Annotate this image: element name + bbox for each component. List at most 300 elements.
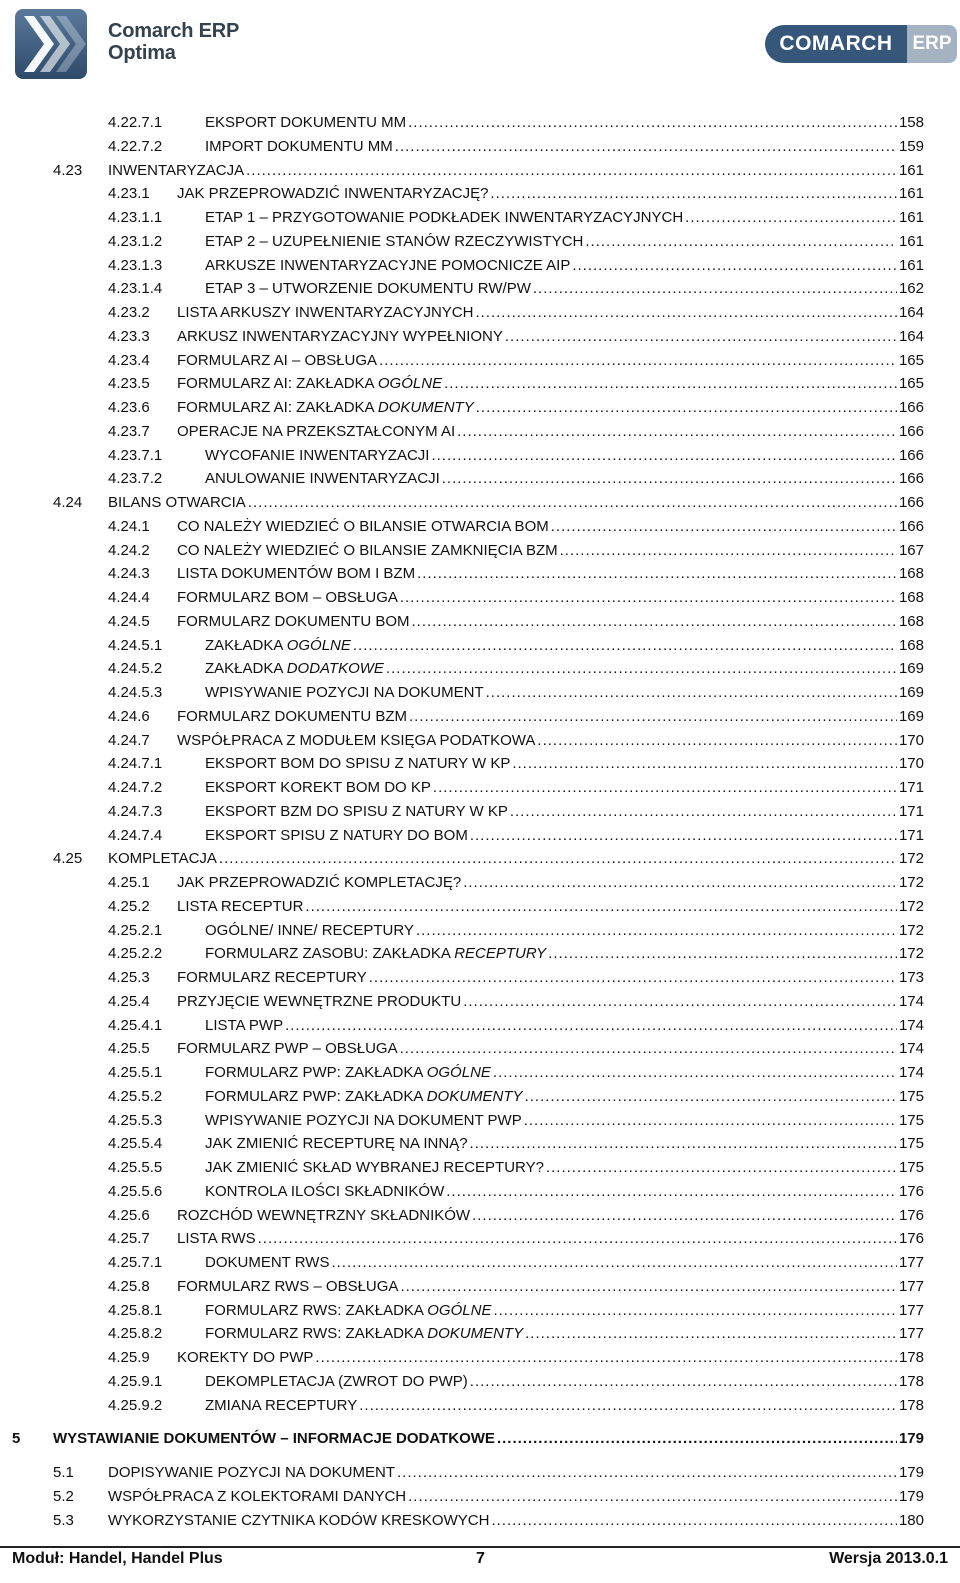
toc-entry-page: 176 bbox=[898, 1230, 924, 1248]
toc-entry[interactable] bbox=[108, 871, 924, 895]
toc-entry[interactable] bbox=[108, 919, 924, 943]
toc-entry-line bbox=[205, 1085, 924, 1109]
toc-entry-number: 4.23.1.1 bbox=[108, 209, 163, 226]
toc-entry[interactable] bbox=[108, 1037, 924, 1061]
toc-entry-line bbox=[177, 966, 924, 990]
toc-entry[interactable] bbox=[108, 1299, 924, 1323]
toc-entry-title bbox=[205, 467, 442, 491]
toc-dot-leader bbox=[409, 705, 897, 729]
toc-entry-title bbox=[177, 301, 475, 325]
toc-entry-page: 166 bbox=[898, 399, 924, 416]
toc-entry-title-text: LISTA RWS bbox=[177, 1230, 256, 1248]
toc-entry-page: 175 bbox=[898, 1135, 924, 1153]
toc-entry-title bbox=[177, 1227, 258, 1251]
toc-entry-title bbox=[108, 1461, 397, 1485]
toc-entry-line bbox=[177, 539, 924, 563]
toc-entry-title bbox=[177, 372, 444, 396]
toc-entry-page: 161 bbox=[898, 256, 924, 274]
toc-entry-number: 4.24.7.3 bbox=[108, 802, 163, 820]
toc-entry-number: 4.25.5.4 bbox=[108, 1135, 163, 1153]
toc-entry-title bbox=[177, 871, 463, 895]
toc-dot-leader bbox=[463, 871, 897, 895]
toc-entry[interactable] bbox=[53, 491, 924, 515]
toc-entry[interactable] bbox=[108, 396, 924, 420]
toc-entry[interactable] bbox=[108, 1132, 924, 1156]
toc-entry-title-text: FORMULARZ PWP – OBSŁUGA bbox=[177, 1040, 398, 1058]
toc-entry[interactable] bbox=[108, 752, 924, 776]
toc-entry-title-emphasis: OGÓLNE bbox=[427, 1301, 492, 1319]
toc-entry[interactable] bbox=[53, 1461, 924, 1485]
toc-entry[interactable] bbox=[12, 1427, 924, 1451]
toc-entry-number: 4.23 bbox=[53, 161, 83, 179]
toc-entry-line bbox=[205, 206, 924, 230]
toc-entry-title-text: BILANS OTWARCIA bbox=[108, 494, 246, 511]
toc-entry-number: 4.24 bbox=[53, 494, 83, 511]
toc-entry[interactable] bbox=[108, 111, 924, 135]
toc-dot-leader bbox=[305, 895, 897, 919]
toc-entry[interactable] bbox=[108, 1346, 924, 1370]
toc-entry[interactable] bbox=[108, 800, 924, 824]
toc-dot-leader bbox=[548, 942, 897, 966]
toc-entry-page: 172 bbox=[898, 921, 924, 939]
toc-entry-title bbox=[205, 752, 512, 776]
toc-entry-title-text: FORMULARZ RWS – OBSŁUGA bbox=[177, 1277, 399, 1295]
toc-entry[interactable] bbox=[108, 230, 924, 254]
toc-dot-leader bbox=[585, 230, 897, 254]
toc-dot-leader bbox=[408, 1485, 897, 1509]
page-header bbox=[0, 0, 960, 92]
toc-dot-leader bbox=[457, 420, 897, 444]
toc-entry-number: 4.25.1 bbox=[108, 874, 150, 891]
toc-entry-number: 4.25.9.2 bbox=[108, 1396, 163, 1414]
toc-entry-title bbox=[177, 182, 490, 206]
toc-entry-page: 175 bbox=[898, 1111, 924, 1129]
toc-entry-title-text: LISTA ARKUSZY INWENTARYZACYJNYCH bbox=[177, 304, 474, 321]
comarch-erp-brand-logo bbox=[765, 25, 957, 63]
toc-entry-page: 166 bbox=[898, 446, 924, 464]
toc-entry-page: 167 bbox=[898, 541, 924, 559]
toc-dot-leader bbox=[551, 515, 897, 539]
toc-entry-line bbox=[205, 1299, 924, 1323]
toc-entry[interactable] bbox=[108, 1227, 924, 1251]
toc-entry[interactable] bbox=[108, 942, 924, 966]
product-name bbox=[108, 20, 278, 64]
toc-entry-line bbox=[177, 372, 924, 396]
toc-entry-line bbox=[177, 871, 924, 895]
toc-dot-leader bbox=[470, 1132, 897, 1156]
toc-entry-title-text: KOMPLETACJA bbox=[108, 850, 217, 868]
toc-entry-title-text: ANULOWANIE INWENTARYZACJI bbox=[205, 470, 440, 488]
toc-entry-title-text: FORMULARZ AI: ZAKŁADKA bbox=[177, 399, 378, 416]
toc-entry-title bbox=[205, 1394, 359, 1418]
toc-entry-title bbox=[177, 729, 537, 753]
toc-entry-title bbox=[205, 111, 408, 135]
toc-entry-title bbox=[177, 325, 505, 349]
toc-entry-title bbox=[205, 1109, 524, 1133]
product-name-line1: Comarch ERP bbox=[108, 20, 240, 42]
toc-entry-title-text: LISTA DOKUMENTÓW BOM I BZM bbox=[177, 565, 416, 583]
toc-entry-number: 4.24.4 bbox=[108, 589, 150, 606]
toc-entry-line bbox=[205, 681, 924, 705]
toc-entry[interactable] bbox=[108, 1322, 924, 1346]
toc-entry-title-text: FORMULARZ DOKUMENTU BOM bbox=[177, 612, 410, 630]
toc-entry[interactable] bbox=[53, 159, 924, 183]
toc-dot-leader bbox=[400, 1275, 897, 1299]
toc-entry-number: 4.23.1.3 bbox=[108, 256, 163, 274]
toc-entry-line bbox=[205, 1180, 924, 1204]
toc-dot-leader bbox=[331, 1251, 897, 1275]
toc-entry-title-text: FORMULARZ BOM – OBSŁUGA bbox=[177, 589, 398, 606]
toc-entry-title-text: FORMULARZ AI – OBSŁUGA bbox=[177, 351, 378, 369]
toc-entry[interactable] bbox=[108, 254, 924, 278]
toc-entry[interactable] bbox=[108, 610, 924, 634]
toc-entry-line bbox=[205, 919, 924, 943]
toc-entry-page: 165 bbox=[898, 375, 924, 393]
toc-entry-line bbox=[108, 159, 924, 183]
toc-dot-leader bbox=[433, 776, 897, 800]
toc-entry-number: 5 bbox=[12, 1430, 21, 1448]
toc-entry-page: 175 bbox=[898, 1087, 924, 1105]
toc-entry[interactable] bbox=[108, 206, 924, 230]
toc-dot-leader bbox=[685, 206, 897, 230]
toc-entry-title-text: DEKOMPLETACJA (ZWROT DO PWP) bbox=[205, 1372, 468, 1390]
toc-entry-line bbox=[177, 895, 924, 919]
toc-dot-leader bbox=[512, 752, 897, 776]
toc-entry[interactable] bbox=[108, 586, 924, 610]
toc-entry-number: 4.25.8 bbox=[108, 1277, 150, 1295]
toc-dot-leader bbox=[442, 467, 897, 491]
toc-entry-page: 171 bbox=[898, 779, 924, 796]
toc-entry[interactable] bbox=[108, 657, 924, 681]
toc-entry-page: 172 bbox=[898, 945, 924, 963]
toc-entry-title bbox=[53, 1427, 497, 1451]
toc-entry-number: 4.23.7.1 bbox=[108, 446, 163, 464]
toc-entry-line bbox=[177, 586, 924, 610]
toc-entry-line bbox=[205, 657, 924, 681]
toc-entry-title bbox=[205, 1322, 525, 1346]
toc-entry-title-text: ETAP 2 – UZUPEŁNIENIE STANÓW RZECZYWISTYCH bbox=[205, 232, 584, 250]
toc-entry-page: 175 bbox=[898, 1159, 924, 1176]
toc-entry[interactable] bbox=[108, 349, 924, 373]
toc-entry-line bbox=[205, 752, 924, 776]
toc-entry-page: 173 bbox=[898, 969, 924, 986]
toc-entry-page: 168 bbox=[898, 565, 924, 583]
toc-entry[interactable] bbox=[108, 1251, 924, 1275]
toc-entry-page: 168 bbox=[898, 612, 924, 630]
toc-entry-page: 174 bbox=[898, 1040, 924, 1058]
toc-dot-leader bbox=[417, 562, 897, 586]
toc-entry-number: 4.25.5.6 bbox=[108, 1182, 163, 1200]
toc-dot-leader bbox=[510, 800, 897, 824]
toc-entry-page: 166 bbox=[898, 517, 924, 535]
toc-entry-line bbox=[177, 1227, 924, 1251]
toc-entry-number: 4.23.4 bbox=[108, 351, 150, 369]
toc-entry-title bbox=[205, 230, 585, 254]
toc-entry-line bbox=[205, 800, 924, 824]
toc-entry-title bbox=[205, 1156, 546, 1180]
toc-entry-title bbox=[205, 1132, 470, 1156]
toc-entry-title-text: ZMIANA RECEPTURY bbox=[205, 1396, 358, 1414]
toc-entry-title-text: FORMULARZ DOKUMENTU BZM bbox=[177, 707, 407, 725]
toc-dot-leader bbox=[408, 111, 897, 135]
toc-entry-line bbox=[205, 444, 924, 468]
toc-entry-title bbox=[108, 1509, 491, 1533]
toc-entry[interactable] bbox=[108, 1204, 924, 1228]
toc-entry-line bbox=[177, 562, 924, 586]
toc-entry-title bbox=[108, 159, 246, 183]
toc-entry[interactable] bbox=[108, 1156, 924, 1180]
toc-dot-leader bbox=[497, 1427, 897, 1451]
toc-entry-page: 172 bbox=[898, 874, 924, 891]
toc-entry[interactable] bbox=[108, 634, 924, 658]
toc-entry-page: 179 bbox=[898, 1487, 924, 1505]
toc-entry-line bbox=[205, 776, 924, 800]
toc-entry[interactable] bbox=[108, 539, 924, 563]
toc-entry-title bbox=[177, 515, 551, 539]
toc-dot-leader bbox=[359, 1394, 897, 1418]
toc-entry-number: 5.1 bbox=[53, 1464, 74, 1481]
toc-entry-line bbox=[177, 1037, 924, 1061]
toc-entry-line bbox=[205, 467, 924, 491]
toc-entry-page: 176 bbox=[898, 1206, 924, 1224]
toc-entry-page: 170 bbox=[898, 731, 924, 749]
toc-dot-leader bbox=[446, 1180, 897, 1204]
toc-entry-title bbox=[205, 1251, 331, 1275]
toc-entry-title-text: KOREKTY DO PWP bbox=[177, 1349, 314, 1366]
toc-entry[interactable] bbox=[108, 990, 924, 1014]
toc-entry-title-emphasis: DOKUMENTY bbox=[427, 1325, 524, 1343]
toc-entry-line bbox=[177, 325, 924, 349]
toc-entry-line bbox=[205, 135, 924, 159]
toc-entry-line bbox=[108, 1485, 924, 1509]
toc-entry-page: 172 bbox=[898, 850, 924, 868]
brand-comarch-label: COMARCH bbox=[765, 25, 907, 63]
toc-entry-page: 169 bbox=[898, 684, 924, 701]
toc-dot-leader bbox=[397, 1461, 897, 1485]
toc-entry-title bbox=[177, 396, 476, 420]
toc-dot-leader bbox=[395, 135, 897, 159]
toc-entry[interactable] bbox=[108, 1275, 924, 1299]
toc-entry-title-emphasis: OGÓLNE bbox=[426, 1064, 491, 1081]
toc-entry-number: 4.22.7.2 bbox=[108, 137, 163, 155]
toc-entry-title-text: ROZCHÓD WEWNĘTRZNY SKŁADNIKÓW bbox=[177, 1206, 471, 1224]
toc-entry[interactable] bbox=[108, 444, 924, 468]
toc-dot-leader bbox=[537, 729, 897, 753]
toc-entry-page: 168 bbox=[898, 636, 924, 654]
toc-entry-title-text: ZAKŁADKA bbox=[205, 660, 287, 678]
toc-entry-line bbox=[205, 277, 924, 301]
toc-entry-number: 4.23.7 bbox=[108, 422, 150, 440]
footer-page-number: 7 bbox=[476, 1550, 485, 1567]
toc-dot-leader bbox=[444, 372, 897, 396]
toc-entry-number: 4.25.4 bbox=[108, 992, 150, 1010]
toc-dot-leader bbox=[369, 966, 897, 990]
toc-entry[interactable] bbox=[108, 182, 924, 206]
toc-dot-leader bbox=[258, 1227, 897, 1251]
toc-entry-number: 4.24.2 bbox=[108, 541, 150, 559]
toc-dot-leader bbox=[546, 1156, 897, 1180]
toc-entry-page: 169 bbox=[898, 660, 924, 678]
toc-entry-number: 4.25.8.2 bbox=[108, 1325, 163, 1343]
toc-entry-number: 4.25 bbox=[53, 850, 83, 868]
toc-entry-title bbox=[205, 776, 433, 800]
toc-entry-page: 178 bbox=[898, 1372, 924, 1390]
toc-entry-page: 170 bbox=[898, 755, 924, 773]
toc-entry-line bbox=[205, 1370, 924, 1394]
toc-entry-number: 5.3 bbox=[53, 1511, 74, 1529]
toc-entry-page: 174 bbox=[898, 1064, 924, 1081]
toc-entry-number: 4.25.5.3 bbox=[108, 1111, 163, 1129]
toc-entry-title-emphasis: OGÓLNE bbox=[377, 375, 443, 393]
toc-entry-title-text: EKSPORT KOREKT BOM DO KP bbox=[205, 779, 431, 796]
toc-entry[interactable] bbox=[108, 1394, 924, 1418]
toc-entry[interactable] bbox=[108, 301, 924, 325]
toc-entry[interactable] bbox=[108, 372, 924, 396]
toc-entry-line bbox=[177, 301, 924, 325]
toc-entry-title-text: JAK PRZEPROWADZIĆ KOMPLETACJĘ? bbox=[177, 874, 462, 891]
footer-version: Wersja 2013.0.1 bbox=[829, 1550, 948, 1567]
toc-entry[interactable] bbox=[108, 1085, 924, 1109]
toc-entry-line bbox=[177, 182, 924, 206]
toc-entry[interactable] bbox=[53, 1509, 924, 1533]
toc-dot-leader bbox=[486, 681, 897, 705]
toc-entry[interactable] bbox=[108, 277, 924, 301]
comarch-optima-logo-icon bbox=[14, 8, 88, 80]
toc-entry-title-text: LISTA RECEPTUR bbox=[177, 897, 304, 915]
toc-entry[interactable] bbox=[108, 467, 924, 491]
toc-entry-number: 4.23.1 bbox=[108, 185, 150, 203]
toc-entry-page: 169 bbox=[898, 707, 924, 725]
toc-entry-title bbox=[205, 277, 533, 301]
toc-dot-leader bbox=[493, 1061, 897, 1085]
toc-entry-number: 4.24.5 bbox=[108, 612, 150, 630]
toc-entry-title-emphasis: RECEPTURY bbox=[454, 945, 547, 963]
toc-entry[interactable] bbox=[108, 1370, 924, 1394]
toc-entry-title-emphasis: OGÓLNE bbox=[286, 636, 351, 654]
toc-entry-title-text: WYCOFANIE INWENTARYZACJI bbox=[205, 446, 430, 464]
toc-entry[interactable] bbox=[108, 562, 924, 586]
toc-entry-page: 166 bbox=[898, 422, 924, 440]
toc-entry-page: 161 bbox=[898, 232, 924, 250]
toc-entry-title-text: JAK ZMIENIĆ SKŁAD WYBRANEJ RECEPTURY? bbox=[205, 1159, 544, 1176]
toc-entry-title bbox=[108, 1485, 408, 1509]
toc-entry-line bbox=[108, 847, 924, 871]
toc-entry-line bbox=[205, 942, 924, 966]
toc-entry-line bbox=[108, 1461, 924, 1485]
toc-entry-title bbox=[205, 444, 431, 468]
toc-dot-leader bbox=[431, 444, 897, 468]
toc-entry-number: 4.24.7.4 bbox=[108, 826, 163, 844]
toc-entry[interactable] bbox=[108, 824, 924, 848]
toc-entry[interactable] bbox=[108, 895, 924, 919]
toc-entry-title-text: FORMULARZ PWP: ZAKŁADKA bbox=[205, 1087, 427, 1105]
toc-entry[interactable] bbox=[108, 966, 924, 990]
toc-entry-title-text: FORMULARZ AI: ZAKŁADKA bbox=[177, 375, 378, 393]
toc-entry[interactable] bbox=[108, 705, 924, 729]
toc-entry-line bbox=[205, 111, 924, 135]
toc-entry-page: 172 bbox=[898, 897, 924, 915]
toc-entry-title bbox=[177, 539, 560, 563]
toc-entry[interactable] bbox=[108, 1180, 924, 1204]
toc-entry-title-text: WYKORZYSTANIE CZYTNIKA KODÓW KRESKOWYCH bbox=[108, 1511, 490, 1529]
toc-entry[interactable] bbox=[108, 135, 924, 159]
toc-entry-number: 4.24.7.2 bbox=[108, 779, 163, 796]
toc-entry[interactable] bbox=[108, 325, 924, 349]
toc-entry-page: 180 bbox=[898, 1511, 924, 1529]
toc-entry-title bbox=[177, 1037, 400, 1061]
toc-entry-title-text: WPISYWANIE POZYCJI NA DOKUMENT bbox=[205, 684, 484, 701]
toc-entry-line bbox=[205, 1014, 924, 1038]
toc-entry-title bbox=[177, 990, 463, 1014]
toc-entry-title bbox=[205, 135, 395, 159]
toc-dot-leader bbox=[246, 159, 897, 183]
toc-entry-page: 161 bbox=[898, 209, 924, 226]
toc-dot-leader bbox=[525, 1322, 897, 1346]
toc-entry-title-text: CO NALEŻY WIEDZIEĆ O BILANSIE OTWARCIA BOM bbox=[177, 517, 549, 535]
toc-entry-title-text: EKSPORT DOKUMENTU MM bbox=[205, 114, 407, 131]
toc-entry-title-text: PRZYJĘCIE WEWNĘTRZNE PRODUKTU bbox=[177, 992, 462, 1010]
toc-entry[interactable] bbox=[108, 420, 924, 444]
toc-dot-leader bbox=[491, 1509, 897, 1533]
toc-entry-number: 4.25.9 bbox=[108, 1349, 150, 1366]
toc-entry-line bbox=[205, 230, 924, 254]
toc-dot-leader bbox=[560, 539, 897, 563]
toc-entry-number: 4.25.5.5 bbox=[108, 1159, 163, 1176]
toc-entry-title bbox=[177, 610, 412, 634]
toc-entry-title-text: CO NALEŻY WIEDZIEĆ O BILANSIE ZAMKNIĘCIA BZM bbox=[177, 541, 558, 559]
toc-entry-page: 165 bbox=[898, 351, 924, 369]
toc-dot-leader bbox=[400, 1037, 897, 1061]
toc-entry[interactable] bbox=[53, 847, 924, 871]
toc-entry[interactable] bbox=[108, 729, 924, 753]
toc-entry-line bbox=[205, 254, 924, 278]
toc-entry[interactable] bbox=[108, 776, 924, 800]
toc-dot-leader bbox=[379, 349, 897, 373]
toc-entry-title bbox=[108, 847, 219, 871]
toc-entry-number: 4.24.5.3 bbox=[108, 684, 163, 701]
toc-entry[interactable] bbox=[108, 1014, 924, 1038]
toc-entry-title-text: ZAKŁADKA bbox=[205, 636, 287, 654]
toc-entry-line bbox=[205, 1156, 924, 1180]
toc-entry-title-emphasis: DOKUMENTY bbox=[377, 399, 474, 416]
toc-entry-number: 4.24.5.2 bbox=[108, 660, 163, 678]
toc-entry-title bbox=[205, 1085, 525, 1109]
toc-entry-title-text: DOKUMENT RWS bbox=[205, 1254, 330, 1271]
toc-entry-title bbox=[205, 824, 470, 848]
toc-entry-page: 179 bbox=[898, 1464, 924, 1481]
toc-entry-title-text: WSPÓŁPRACA Z KOLEKTORAMI DANYCH bbox=[108, 1487, 407, 1505]
toc-entry-title bbox=[177, 349, 379, 373]
toc-entry-line bbox=[177, 1346, 924, 1370]
toc-entry[interactable] bbox=[108, 1109, 924, 1133]
toc-entry-number: 4.24.7.1 bbox=[108, 755, 163, 773]
toc-entry[interactable] bbox=[108, 515, 924, 539]
toc-entry-title-text: FORMULARZ PWP: ZAKŁADKA bbox=[205, 1064, 427, 1081]
toc-dot-leader bbox=[472, 1204, 897, 1228]
toc-entry-page: 177 bbox=[898, 1325, 924, 1343]
toc-dot-leader bbox=[476, 396, 897, 420]
toc-entry[interactable] bbox=[108, 1061, 924, 1085]
toc-entry-title bbox=[205, 1370, 470, 1394]
toc-entry-line bbox=[177, 396, 924, 420]
toc-entry-line bbox=[205, 1394, 924, 1418]
toc-entry-number: 4.25.5.2 bbox=[108, 1087, 163, 1105]
toc-entry[interactable] bbox=[108, 681, 924, 705]
toc-entry-title bbox=[177, 1204, 472, 1228]
toc-entry-title-text: OPERACJE NA PRZEKSZTAŁCONYM AI bbox=[177, 422, 456, 440]
toc-entry[interactable] bbox=[53, 1485, 924, 1509]
toc-entry-page: 174 bbox=[898, 992, 924, 1010]
